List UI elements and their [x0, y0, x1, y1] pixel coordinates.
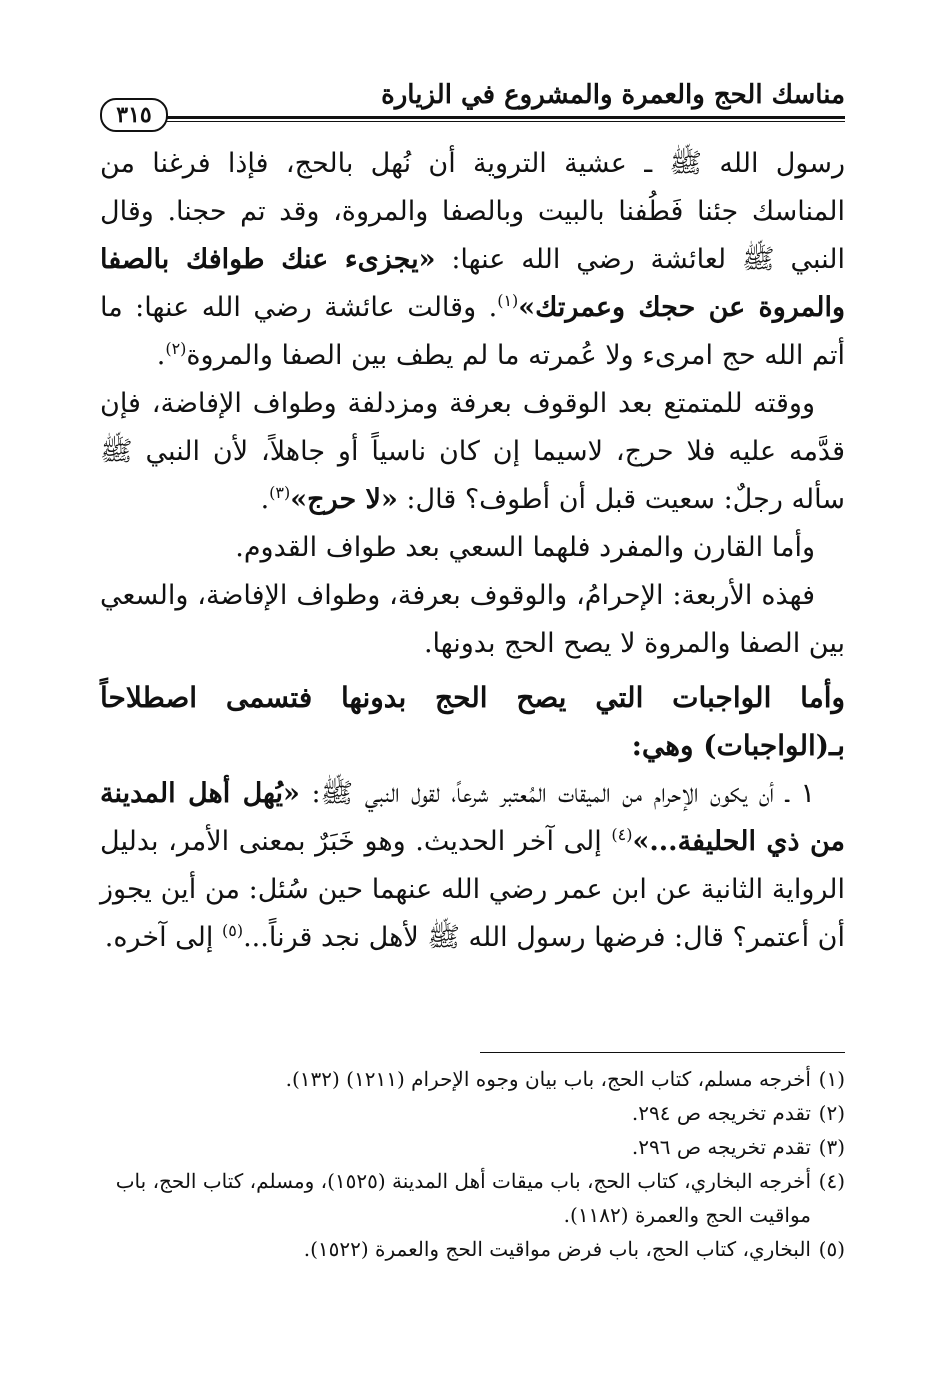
footnote-2 — [100, 1096, 845, 1130]
footnote-ref: (٤) — [611, 825, 633, 844]
text-run: إلى آخره. — [104, 922, 222, 953]
text-run: . — [156, 340, 166, 371]
footnote-3 — [100, 1130, 845, 1164]
footnote-separator — [480, 1052, 845, 1053]
footnotes — [100, 1062, 845, 1266]
header-rule — [162, 116, 845, 119]
hadith-quote: «لا حرج» — [290, 484, 398, 515]
footnote-ref: (٣) — [269, 483, 291, 502]
header-title: مناسك الحج والعمرة والمشروع في الزيارة — [381, 80, 845, 110]
footnote-5 — [100, 1232, 845, 1266]
footnote-text: البخاري، كتاب الحج، باب فرض مواقيت الحج والعمرة (١٥٢٢). — [303, 1237, 811, 1261]
paragraph-2 — [100, 380, 845, 524]
footnote-ref: (٥) — [222, 921, 244, 940]
paragraph-3: وأما القارن والمفرد فلهما السعي بعد طواف القدوم. — [235, 532, 815, 563]
footnote-ref: (١) — [497, 291, 519, 310]
text-run: إلى آخر الحديث. وهو خَبَرٌ بمعنى الأمر، بدليل الرواية الثانية عن ابن عمر رضي الله عنهما حين سُئل: من أين يجوز أن أعتمر؟ قال: فرضها رسول الله ﷺ لأهل نجد قرناً... — [100, 826, 845, 953]
footnote-text: تقدم تخريجه ص ٢٩٤. — [631, 1101, 811, 1125]
page-number: ٣١٥ — [100, 98, 168, 132]
hadith-quote: «يُهل أهل المدينة من ذي الحليفة...» — [100, 778, 845, 857]
footnote-text: أخرجه مسلم، كتاب الحج، باب بيان وجوه الإحرام (١٢١١) (١٣٢). — [285, 1067, 811, 1091]
paragraph-4: فهذه الأربعة: الإحرامُ، والوقوف بعرفة، وطواف الإفاضة، والسعي بين الصفا والمروة لا يصح الحج بدونها. — [100, 580, 845, 659]
footnote-number: (٤) — [818, 1169, 845, 1193]
footnote-number: (١) — [818, 1067, 845, 1091]
section-heading: وأما الواجبات التي يصح الحج بدونها فتسمى اصطلاحاً بـ(الواجبات) وهي: — [100, 681, 846, 762]
paragraph-1 — [100, 140, 845, 380]
text-run: ووقته للمتمتع بعد الوقوف بعرفة ومزدلفة وطواف الإفاضة، فإن قدَّمه عليه فلا حرج، لاسيما إن كان ناسياً أو جاهلاً، لأن النبي ﷺ سأله رجلٌ: سعيت قبل أن أطوف؟ قال: — [100, 388, 845, 515]
hadith-quote: «يجزىء عنك طوافك بالصفا والمروة عن حجك وعمرتك» — [100, 244, 846, 323]
footnote-number: (٣) — [818, 1135, 845, 1159]
footnote-text: تقدم تخريجه ص ٢٩٦. — [631, 1135, 811, 1159]
main-text — [100, 140, 845, 962]
footnote-number: (٥) — [818, 1237, 845, 1261]
text-run: . وقالت عائشة رضي الله عنها: ما أتم الله حج امرىء ولا عُمرته ما لم يطف بين الصفا والمروة — [100, 292, 845, 371]
text-run: ١ ـ أن يكون الإحرام من الميقات المُعتبر شرعاً، لقول النبي ﷺ: — [299, 778, 815, 809]
text-run: رسول الله ﷺ ـ عشية التروية أن نُهل بالحج، فإذا فرغنا من المناسك جئنا فَطُفنا بالبيت وبالصفا والمروة، وقد تم حجنا. وقال النبي ﷺ لعائشة رضي الله عنها: — [100, 148, 845, 275]
paragraph-5 — [100, 770, 845, 962]
footnote-1 — [100, 1062, 845, 1096]
running-header — [100, 68, 845, 128]
footnote-text: أخرجه البخاري، كتاب الحج، باب ميقات أهل المدينة (١٥٢٥)، ومسلم، كتاب الحج، باب مواقيت الحج والعمرة (١١٨٢). — [115, 1169, 811, 1227]
text-run: . — [260, 484, 270, 515]
footnote-number: (٢) — [818, 1101, 845, 1125]
header-rule-thin — [162, 121, 845, 122]
footnote-4 — [100, 1164, 845, 1232]
footnote-ref: (٢) — [165, 339, 187, 358]
